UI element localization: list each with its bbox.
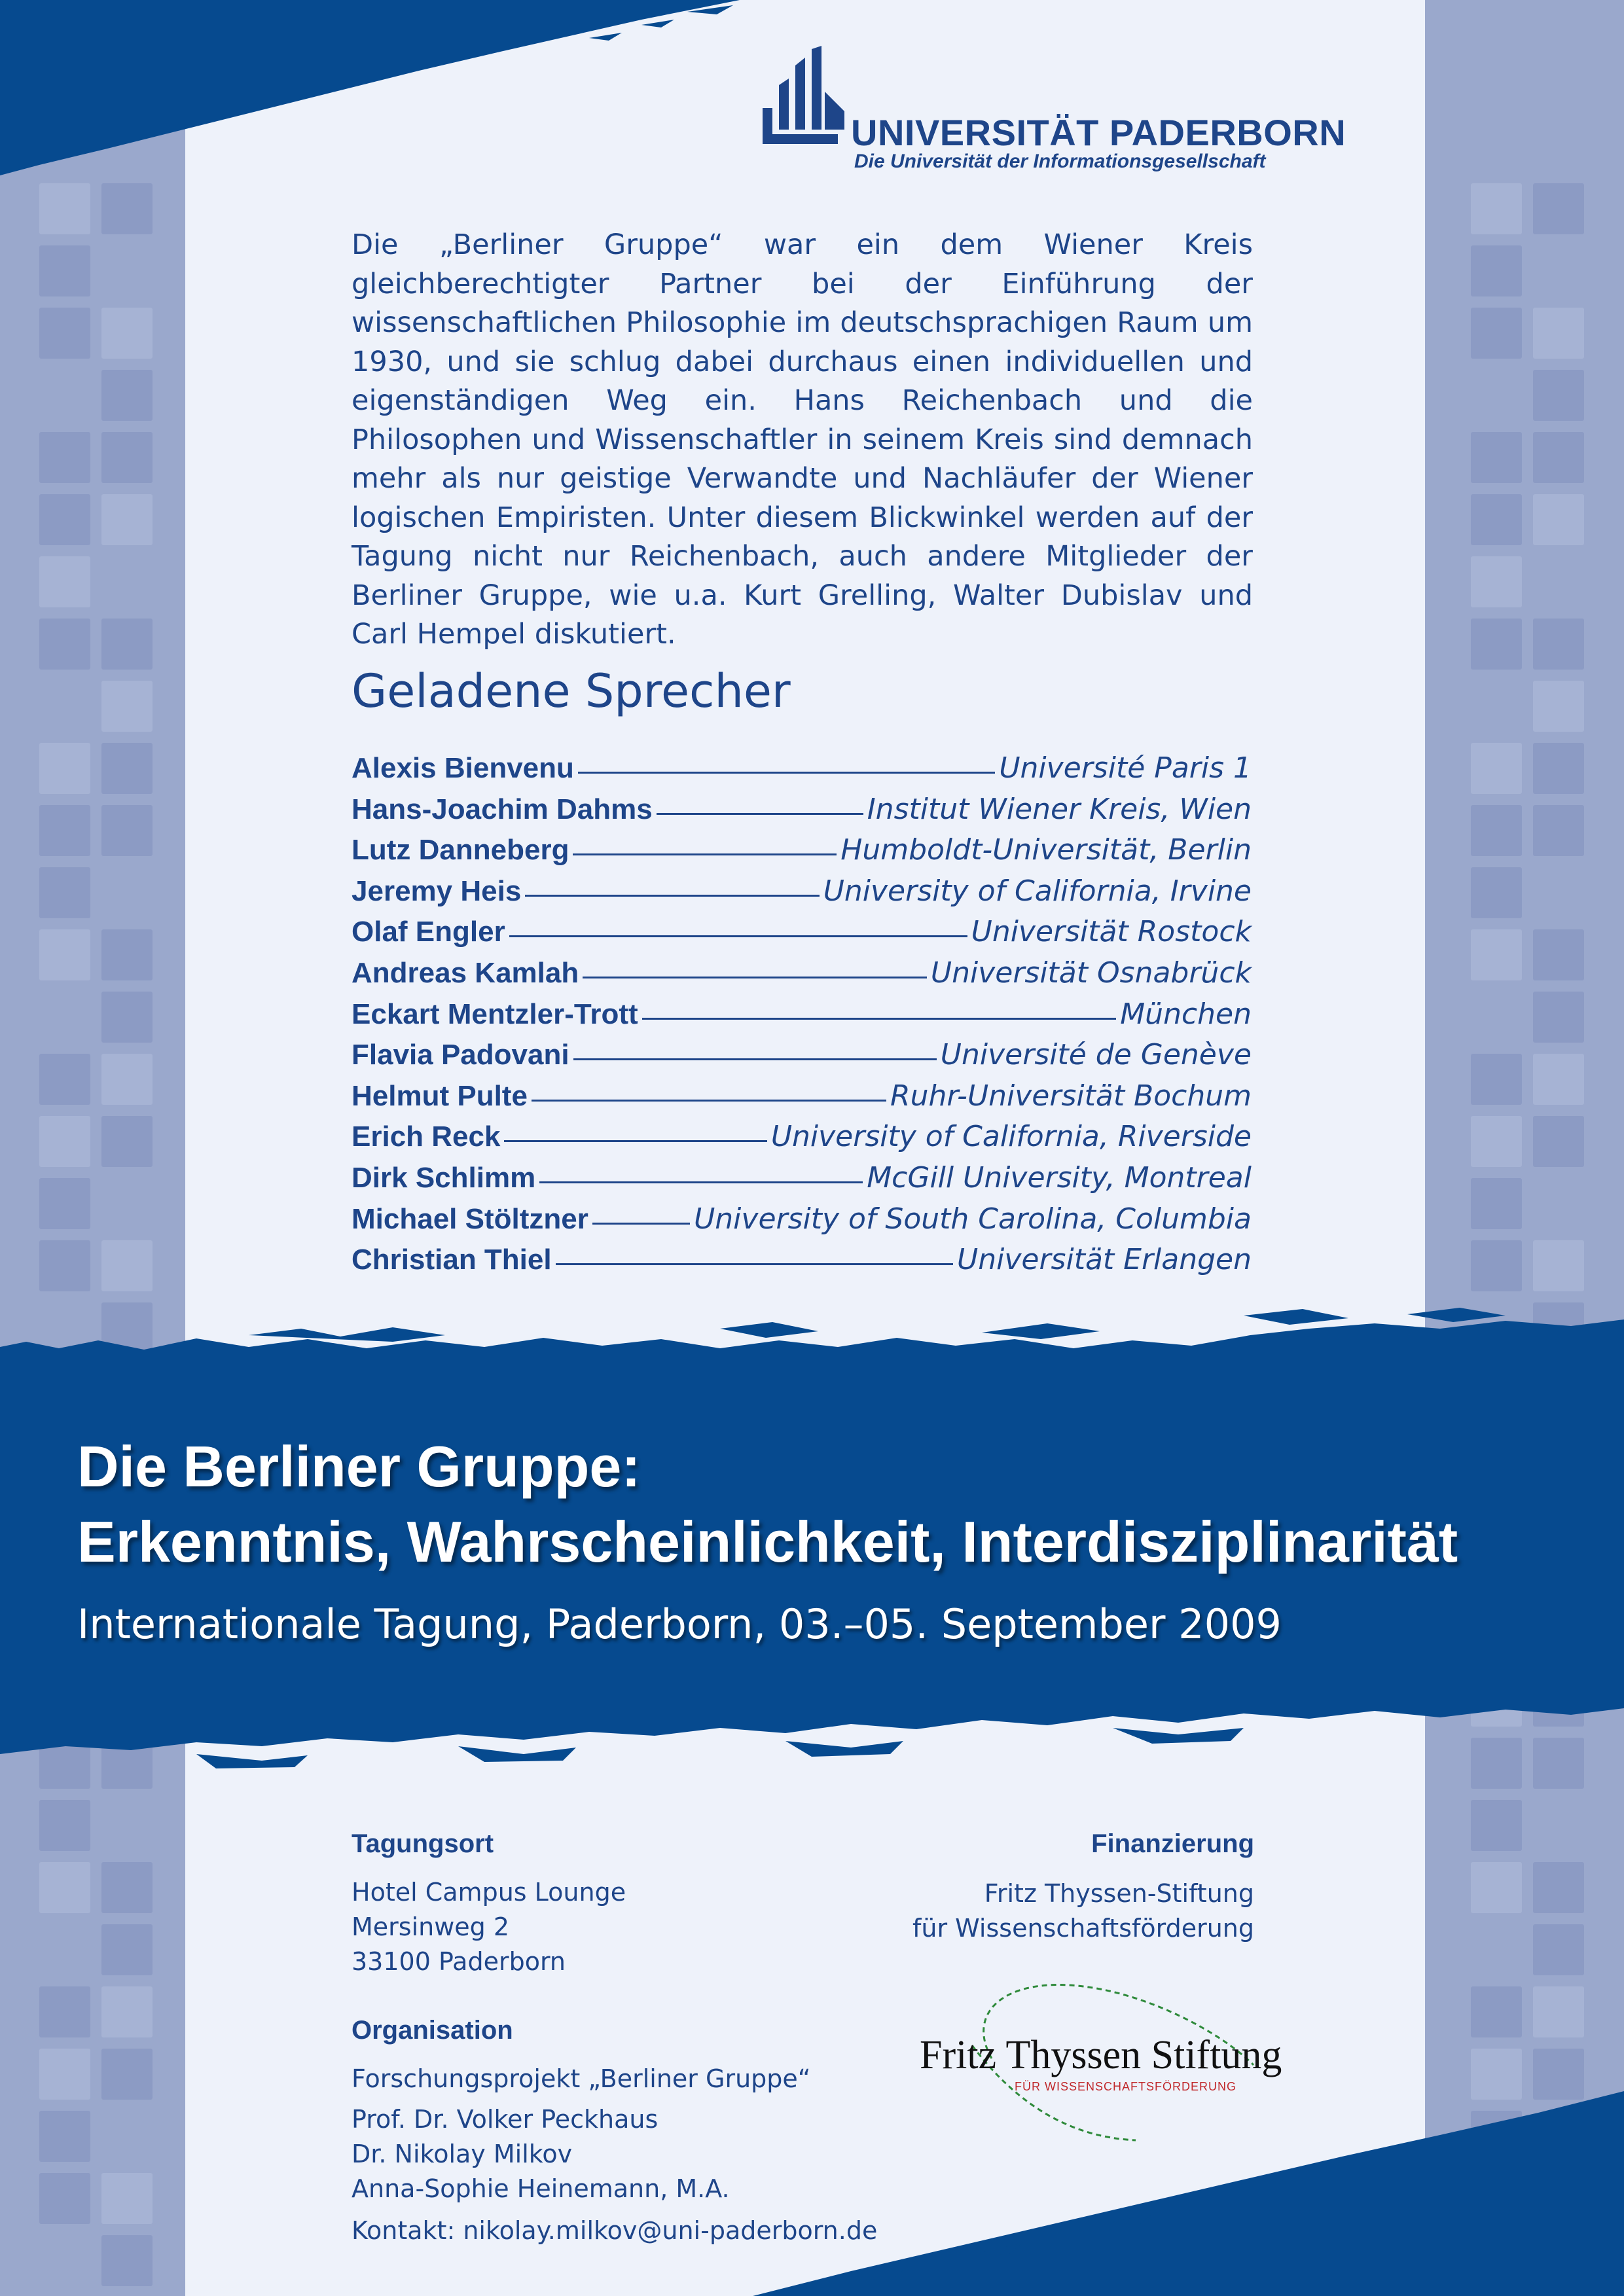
- thyssen-logo-sub: FÜR WISSENSCHAFTSFÖRDERUNG: [1015, 2080, 1237, 2093]
- speaker-institution: Université Paris 1: [999, 751, 1252, 785]
- venue-line: Mersinweg 2: [352, 1912, 510, 1941]
- leader-rule: [532, 1100, 886, 1102]
- leader-rule: [578, 772, 995, 774]
- speaker-name: Jeremy Heis: [352, 874, 522, 907]
- leader-rule: [592, 1223, 690, 1225]
- speaker-row: [352, 956, 1252, 997]
- speaker-name: Helmut Pulte: [352, 1079, 528, 1112]
- top-brush-stroke: [0, 0, 740, 175]
- speaker-institution: Université de Genève: [940, 1038, 1252, 1072]
- speaker-name: Hans-Joachim Dahms: [352, 793, 653, 825]
- thyssen-logo-name: Fritz Thyssen Stiftung: [920, 2033, 1282, 2077]
- venue-line: Hotel Campus Lounge: [352, 1878, 626, 1907]
- speaker-row: [352, 1202, 1252, 1244]
- speakers-list: [352, 751, 1252, 1284]
- speaker-institution: University of California, Riverside: [770, 1120, 1252, 1154]
- organisation-label: Organisation: [352, 2016, 513, 2045]
- university-logo-icon: [759, 46, 851, 151]
- leader-rule: [573, 1058, 937, 1060]
- university-name: UNIVERSITÄT PADERBORN: [851, 112, 1346, 153]
- speaker-institution: Universität Erlangen: [957, 1243, 1252, 1277]
- leader-rule: [573, 853, 837, 855]
- funding-label: Finanzierung: [1091, 1829, 1254, 1858]
- leader-rule: [642, 1018, 1117, 1020]
- funding-line: für Wissenschaftsförderung: [912, 1914, 1254, 1943]
- university-tagline: Die Universität der Informationsgesellschaft: [854, 151, 1266, 172]
- leader-rule: [509, 935, 967, 937]
- leader-rule: [525, 895, 819, 897]
- venue-address: [352, 1875, 626, 1979]
- speaker-name: Erich Reck: [352, 1121, 501, 1153]
- leader-rule: [583, 977, 927, 978]
- speakers-heading: Geladene Sprecher: [352, 664, 791, 718]
- organiser-name: Anna-Sophie Heinemann, M.A.: [352, 2174, 730, 2203]
- speaker-institution: University of South Carolina, Columbia: [694, 1202, 1252, 1236]
- speaker-name: Olaf Engler: [352, 916, 505, 948]
- leader-rule: [504, 1140, 767, 1142]
- leader-rule: [539, 1181, 863, 1183]
- speaker-row: [352, 793, 1252, 834]
- conference-subtitle: Internationale Tagung, Paderborn, 03.–05. September 2009: [77, 1600, 1282, 1648]
- funding-text: [912, 1876, 1254, 1946]
- conference-title-line1: Die Berliner Gruppe:: [77, 1434, 641, 1499]
- speaker-row: [352, 915, 1252, 956]
- contact-email: Kontakt: nikolay.milkov@uni-paderborn.de: [352, 2216, 878, 2245]
- leader-rule: [657, 813, 863, 815]
- speaker-institution: Universität Osnabrück: [930, 956, 1252, 990]
- speaker-name: Eckart Mentzler-Trott: [352, 997, 638, 1030]
- organisation-project: Forschungsprojekt „Berliner Gruppe“: [352, 2064, 811, 2093]
- speaker-row: [352, 751, 1252, 793]
- speaker-institution: München: [1120, 997, 1252, 1031]
- speaker-name: Flavia Padovani: [352, 1039, 569, 1071]
- organiser-name: Dr. Nikolay Milkov: [352, 2140, 573, 2168]
- speaker-row: [352, 1161, 1252, 1202]
- speaker-name: Dirk Schlimm: [352, 1161, 536, 1194]
- speaker-row: [352, 1079, 1252, 1121]
- university-logo: [759, 46, 1346, 177]
- speaker-name: Andreas Kamlah: [352, 956, 579, 989]
- speaker-institution: McGill University, Montreal: [867, 1160, 1252, 1194]
- speaker-row: [352, 1038, 1252, 1079]
- speaker-row: [352, 1120, 1252, 1161]
- leader-rule: [556, 1263, 953, 1265]
- speaker-institution: Humboldt-Universität, Berlin: [840, 833, 1252, 867]
- speaker-institution: Institut Wiener Kreis, Wien: [867, 792, 1252, 826]
- speaker-institution: Universität Rostock: [971, 915, 1252, 949]
- organisation-people: [352, 2102, 730, 2206]
- speaker-institution: Ruhr-Universität Bochum: [890, 1079, 1252, 1113]
- organiser-name: Prof. Dr. Volker Peckhaus: [352, 2105, 659, 2134]
- speaker-name: Alexis Bienvenu: [352, 752, 574, 784]
- speaker-institution: University of California, Irvine: [823, 874, 1252, 908]
- venue-line: 33100 Paderborn: [352, 1947, 566, 1976]
- speaker-name: Lutz Danneberg: [352, 834, 569, 867]
- intro-paragraph: Die „Berliner Gruppe“ war ein dem Wiener Kreis gleichberechtigter Partner bei der Einführung der wissenschaftlichen Philosophie im deutschsprachigen Raum um 1930, und sie schlug dabei durchaus einen individuellen und eigenständigen Weg ein. Hans Reichenbach und die Philosophen und Wissenschaftler in seinem Kreis sind demnach mehr als nur geistige Verwandte und Nachläufer der Wiener logischen Empiristen. Unter diesem Blickwinkel werden auf der Tagung nicht nur Reichenbach, auch andere Mitglieder der Berliner Gruppe, wie u.a. Kurt Grelling, Walter Dubislav und Carl Hempel diskutiert.: [352, 228, 1253, 651]
- venue-label: Tagungsort: [352, 1829, 494, 1858]
- speaker-row: [352, 833, 1252, 874]
- speaker-name: Michael Stöltzner: [352, 1202, 588, 1235]
- thyssen-foundation-logo: [913, 1973, 1280, 2150]
- speaker-row: [352, 1243, 1252, 1284]
- speaker-name: Christian Thiel: [352, 1244, 552, 1276]
- funding-line: Fritz Thyssen-Stiftung: [984, 1879, 1254, 1908]
- speaker-row: [352, 874, 1252, 916]
- speaker-row: [352, 997, 1252, 1039]
- conference-title-line2: Erkenntnis, Wahrscheinlichkeit, Interdisziplinarität: [77, 1509, 1458, 1574]
